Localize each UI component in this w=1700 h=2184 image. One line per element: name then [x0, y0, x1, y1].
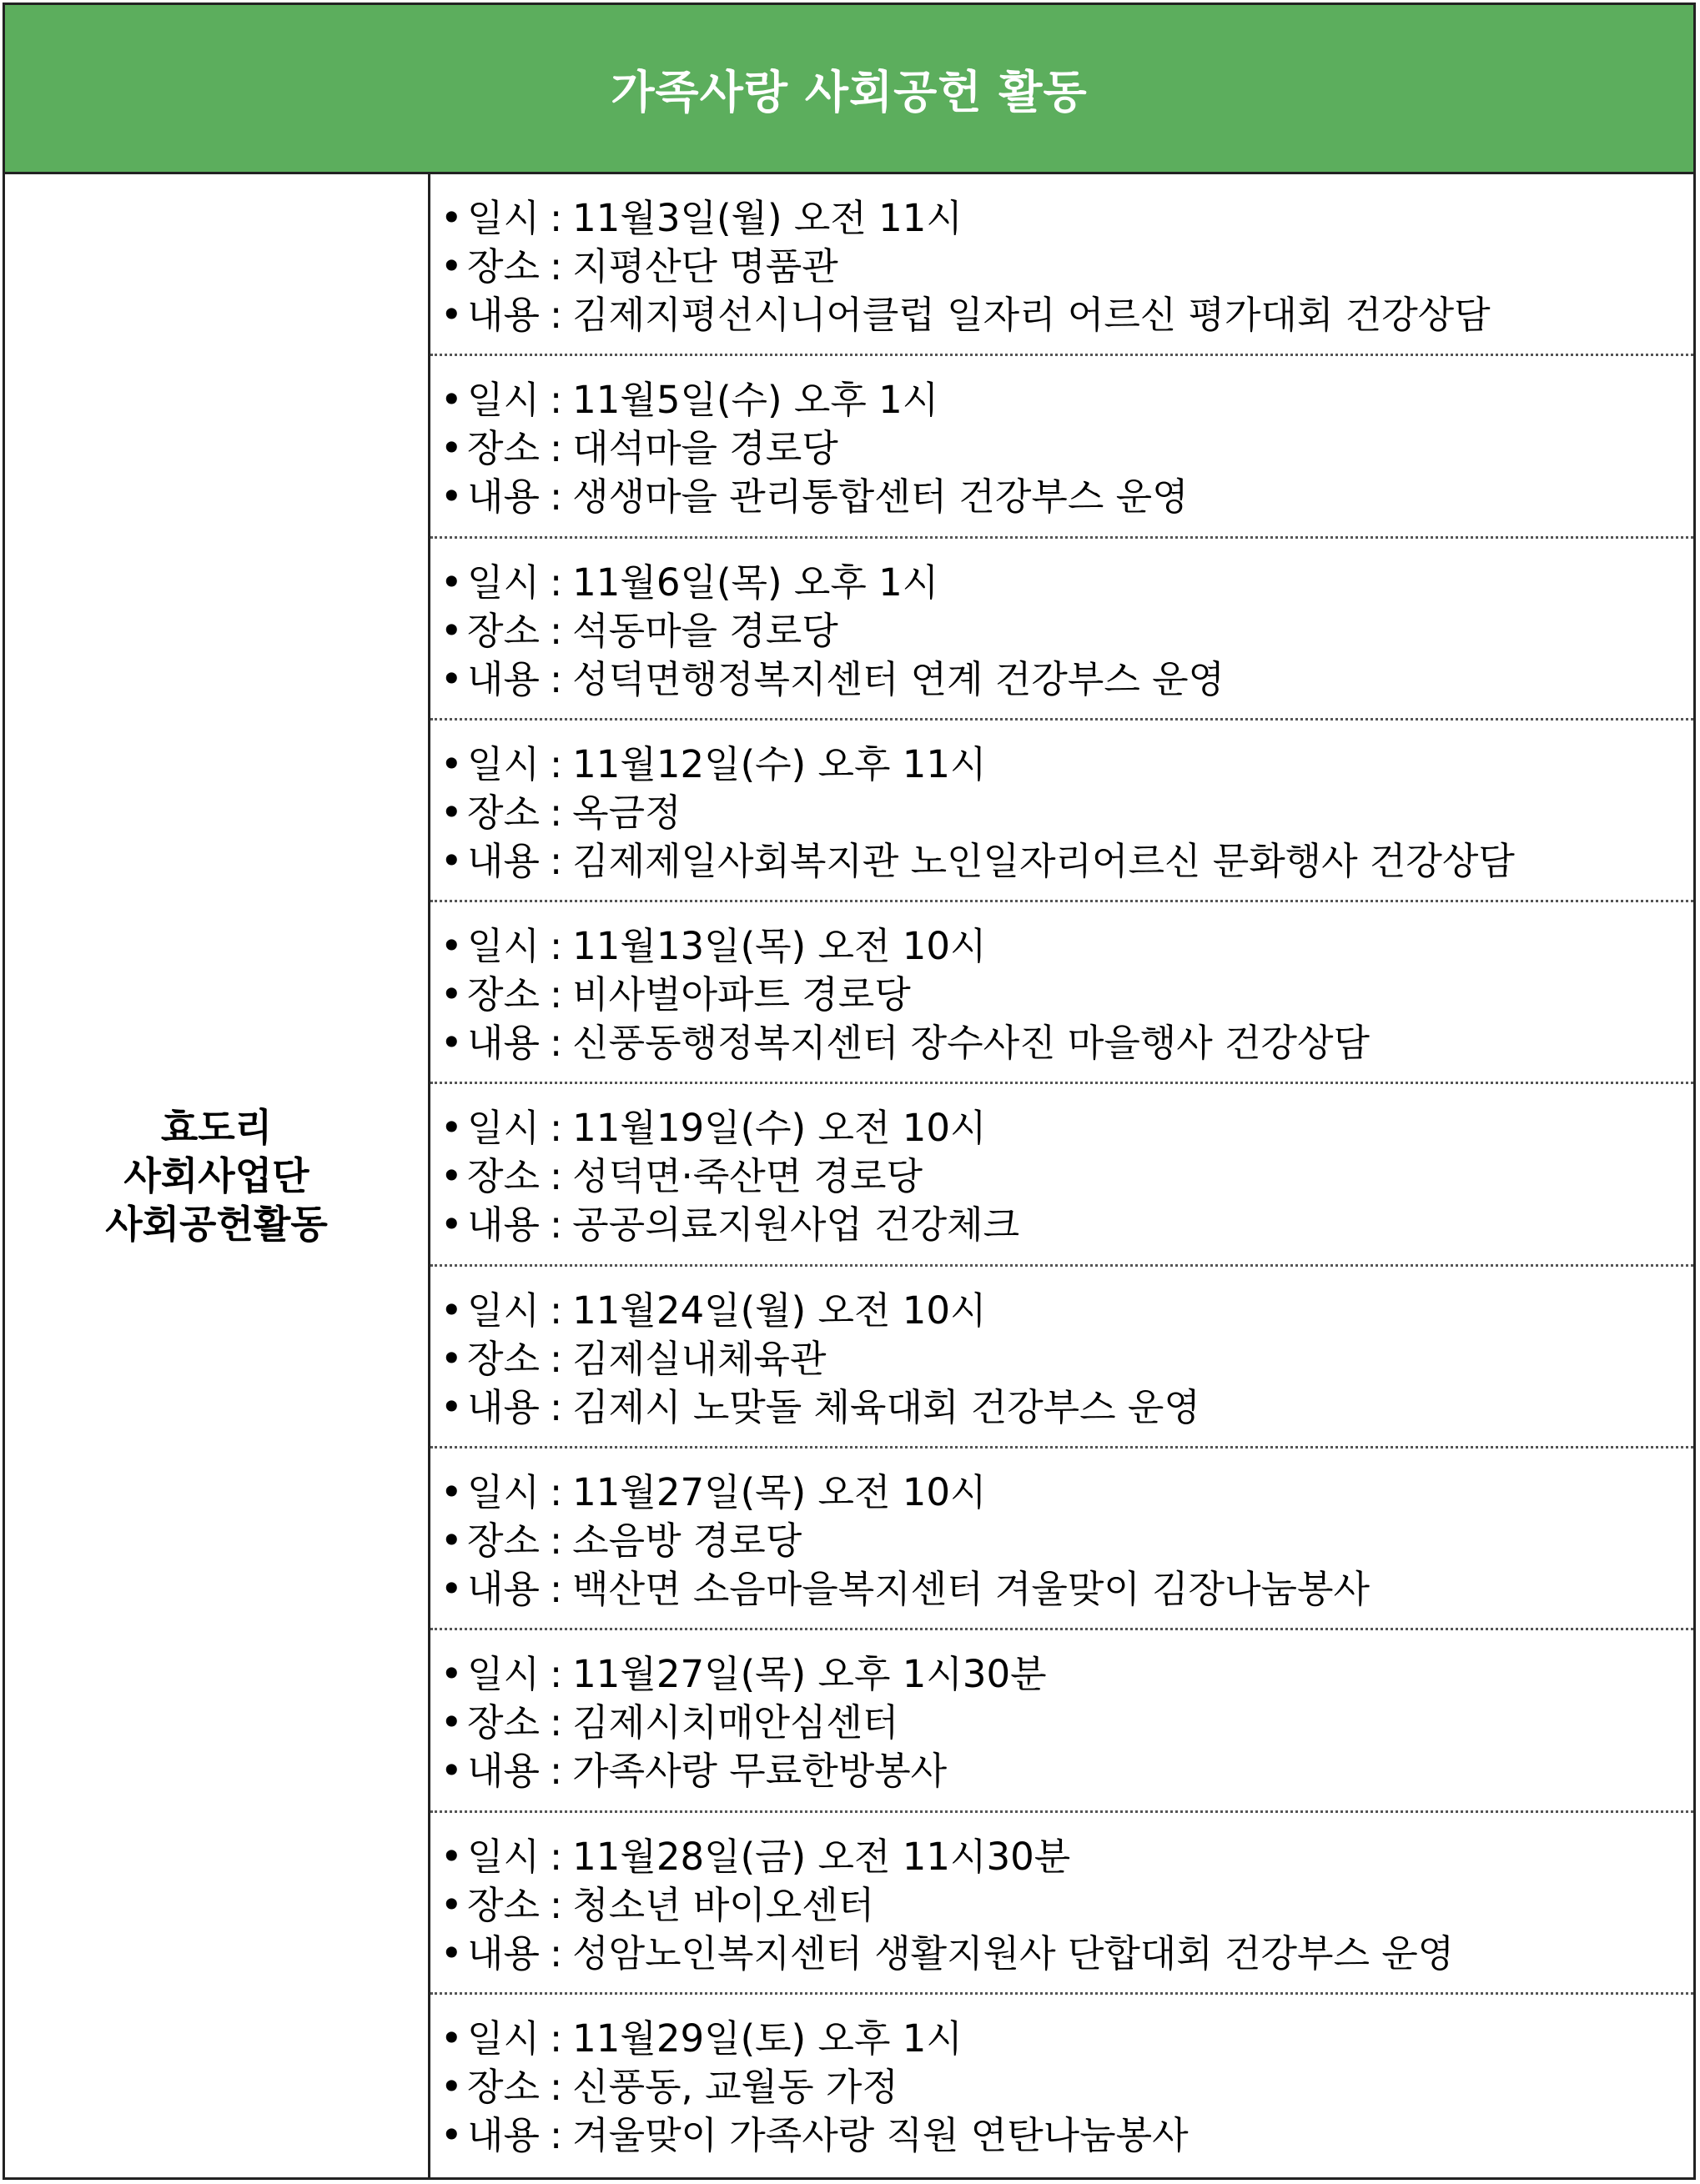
bullet: •: [440, 1202, 463, 1248]
place-key: 장소: [467, 1519, 540, 1564]
place-key: 장소: [467, 790, 540, 835]
place-line: [440, 2063, 1693, 2111]
bullet: •: [440, 1470, 463, 1515]
date-value: 11월13일(목) 오전 10시: [572, 924, 987, 969]
date-line: [440, 376, 1693, 424]
content-value: 신풍동행정복지센터 장수사진 마을행사 건강상담: [572, 1021, 1370, 1066]
bullet: •: [440, 378, 463, 423]
activity-entry: [430, 720, 1693, 902]
place-line: [440, 607, 1693, 655]
bullet: •: [440, 1882, 463, 1927]
place-line: [440, 1699, 1693, 1747]
activity-entry: [430, 1813, 1693, 1995]
separator: :: [549, 1106, 563, 1151]
date-key: 일시: [467, 1470, 540, 1515]
org-label: [105, 1103, 328, 1248]
bullet: •: [440, 1700, 463, 1745]
org-label-line: 사회사업단: [123, 1153, 309, 1198]
separator: :: [549, 1288, 563, 1333]
content-key: 내용: [467, 838, 540, 883]
bullet: •: [440, 293, 463, 337]
place-line: [440, 424, 1693, 473]
org-label-line: 사회공헌활동: [105, 1202, 328, 1247]
separator: :: [549, 244, 563, 289]
date-line: [440, 922, 1693, 971]
date-value: 11월27일(목) 오전 10시: [572, 1470, 987, 1515]
bullet: •: [440, 608, 463, 653]
date-key: 일시: [467, 196, 540, 240]
bullet: •: [440, 560, 463, 605]
separator: :: [549, 1202, 563, 1248]
date-value: 11월19일(수) 오전 10시: [572, 1106, 987, 1151]
place-key: 장소: [467, 2064, 540, 2109]
date-line: [440, 1833, 1693, 1881]
activity-entry: [430, 1995, 1693, 2176]
activity-entry: [430, 1267, 1693, 1448]
table-header: [5, 5, 1693, 174]
date-key: 일시: [467, 924, 540, 969]
bullet: •: [440, 972, 463, 1017]
place-line: [440, 1335, 1693, 1383]
separator: :: [549, 1882, 563, 1927]
bullet: •: [440, 1834, 463, 1879]
place-key: 장소: [467, 1154, 540, 1199]
bullet: •: [440, 1567, 463, 1612]
content-line: [440, 2111, 1693, 2160]
date-key: 일시: [467, 741, 540, 786]
place-value: 김제실내체육관: [572, 1336, 827, 1381]
org-cell: [5, 174, 430, 2177]
bullet: •: [440, 2064, 463, 2109]
separator: :: [549, 1384, 563, 1429]
content-key: 내용: [467, 474, 540, 520]
content-key: 내용: [467, 1930, 540, 1976]
date-value: 11월6일(목) 오후 1시: [572, 560, 939, 605]
bullet: •: [440, 790, 463, 835]
date-value: 11월28일(금) 오전 11시30분: [572, 1834, 1071, 1879]
place-key: 장소: [467, 244, 540, 289]
date-line: [440, 559, 1693, 607]
content-key: 내용: [467, 656, 540, 701]
place-value: 신풍동, 교월동 가정: [572, 2064, 898, 2109]
separator: :: [549, 1154, 563, 1199]
date-value: 11월3일(월) 오전 11시: [572, 196, 963, 240]
content-value: 겨울맞이 가족사랑 직원 연탄나눔봉사: [572, 2112, 1189, 2157]
place-value: 소음방 경로당: [572, 1519, 802, 1564]
content-line: [440, 291, 1693, 339]
activity-entry: [430, 1084, 1693, 1266]
place-key: 장소: [467, 1336, 540, 1381]
place-key: 장소: [467, 972, 540, 1017]
content-line: [440, 837, 1693, 886]
activity-entry: [430, 902, 1693, 1084]
content-key: 내용: [467, 1749, 540, 1794]
content-line: [440, 1747, 1693, 1795]
place-line: [440, 789, 1693, 837]
bullet: •: [440, 924, 463, 969]
bullet: •: [440, 1336, 463, 1381]
place-key: 장소: [467, 608, 540, 653]
bullet: •: [440, 2016, 463, 2061]
content-value: 백산면 소음마을복지센터 겨울맞이 김장나눔봉사: [572, 1567, 1370, 1612]
content-key: 내용: [467, 293, 540, 337]
date-key: 일시: [467, 1834, 540, 1879]
bullet: •: [440, 1652, 463, 1697]
bullet: •: [440, 1288, 463, 1333]
date-value: 11월5일(수) 오후 1시: [572, 378, 939, 423]
content-line: [440, 1565, 1693, 1614]
content-value: 김제제일사회복지관 노인일자리어르신 문화행사 건강상담: [572, 838, 1515, 883]
content-value: 가족사랑 무료한방봉사: [572, 1749, 948, 1794]
separator: :: [549, 790, 563, 835]
place-key: 장소: [467, 1700, 540, 1745]
separator: :: [549, 741, 563, 786]
separator: :: [549, 2064, 563, 2109]
date-key: 일시: [467, 2016, 540, 2061]
date-line: [440, 1104, 1693, 1152]
separator: :: [549, 196, 563, 240]
separator: :: [549, 293, 563, 337]
content-line: [440, 473, 1693, 521]
separator: :: [549, 2016, 563, 2061]
date-key: 일시: [467, 378, 540, 423]
activity-entry: [430, 1630, 1693, 1812]
place-value: 김제시치매안심센터: [572, 1700, 899, 1745]
entry-list: [430, 174, 1693, 2177]
content-line: [440, 1201, 1693, 1249]
separator: :: [549, 560, 563, 605]
place-line: [440, 1881, 1693, 1930]
place-value: 성덕면·죽산면 경로당: [572, 1154, 923, 1199]
date-key: 일시: [467, 1652, 540, 1697]
place-line: [440, 971, 1693, 1019]
content-value: 성덕면행정복지센터 연계 건강부스 운영: [572, 656, 1225, 701]
date-value: 11월12일(수) 오후 11시: [572, 741, 987, 786]
date-line: [440, 1469, 1693, 1517]
separator: :: [549, 474, 563, 520]
separator: :: [549, 426, 563, 471]
activity-table: [3, 3, 1696, 2180]
bullet: •: [440, 1519, 463, 1564]
place-key: 장소: [467, 426, 540, 471]
separator: :: [549, 2112, 563, 2157]
content-line: [440, 1019, 1693, 1067]
bullet: •: [440, 1930, 463, 1976]
date-key: 일시: [467, 1106, 540, 1151]
activity-entry: [430, 174, 1693, 356]
date-line: [440, 741, 1693, 789]
place-value: 청소년 바이오센터: [572, 1882, 875, 1927]
separator: :: [549, 1700, 563, 1745]
activity-entry: [430, 1448, 1693, 1630]
date-line: [440, 1287, 1693, 1335]
bullet: •: [440, 1154, 463, 1199]
separator: :: [549, 1834, 563, 1879]
content-line: [440, 1383, 1693, 1432]
content-value: 김제시 노맞돌 체육대회 건강부스 운영: [572, 1384, 1200, 1429]
place-key: 장소: [467, 1882, 540, 1927]
separator: :: [549, 378, 563, 423]
bullet: •: [440, 244, 463, 289]
content-key: 내용: [467, 1567, 540, 1612]
separator: :: [549, 1519, 563, 1564]
org-label-line: 효도리: [160, 1105, 273, 1150]
separator: :: [549, 1652, 563, 1697]
separator: :: [549, 972, 563, 1017]
place-value: 대석마을 경로당: [572, 426, 838, 471]
bullet: •: [440, 196, 463, 240]
date-value: 11월24일(월) 오전 10시: [572, 1288, 987, 1333]
activity-entry: [430, 539, 1693, 720]
separator: :: [549, 1021, 563, 1066]
separator: :: [549, 608, 563, 653]
content-value: 공공의료지원사업 건강체크: [572, 1202, 1020, 1248]
date-line: [440, 194, 1693, 243]
place-value: 옥금정: [572, 790, 682, 835]
bullet: •: [440, 1021, 463, 1066]
bullet: •: [440, 426, 463, 471]
content-key: 내용: [467, 1384, 540, 1429]
content-key: 내용: [467, 1202, 540, 1248]
bullet: •: [440, 1749, 463, 1794]
bullet: •: [440, 838, 463, 883]
bullet: •: [440, 1106, 463, 1151]
date-line: [440, 1650, 1693, 1699]
bullet: •: [440, 741, 463, 786]
bullet: •: [440, 474, 463, 520]
content-line: [440, 1930, 1693, 1978]
date-line: [440, 2015, 1693, 2063]
place-line: [440, 1152, 1693, 1201]
place-line: [440, 1517, 1693, 1565]
activity-entry: [430, 356, 1693, 538]
bullet: •: [440, 2112, 463, 2157]
separator: :: [549, 1336, 563, 1381]
place-value: 석동마을 경로당: [572, 608, 838, 653]
place-line: [440, 243, 1693, 291]
content-line: [440, 655, 1693, 704]
separator: :: [549, 1930, 563, 1976]
separator: :: [549, 838, 563, 883]
date-key: 일시: [467, 1288, 540, 1333]
date-value: 11월29일(토) 오후 1시: [572, 2016, 963, 2061]
separator: :: [549, 1470, 563, 1515]
content-value: 김제지평선시니어클럽 일자리 어르신 평가대회 건강상담: [572, 293, 1491, 337]
separator: :: [549, 1567, 563, 1612]
place-value: 비사벌아파트 경로당: [572, 972, 911, 1017]
content-key: 내용: [467, 1021, 540, 1066]
page-title: 가족사랑 사회공헌 활동: [611, 65, 1088, 118]
separator: :: [549, 924, 563, 969]
date-key: 일시: [467, 560, 540, 605]
content-key: 내용: [467, 2112, 540, 2157]
bullet: •: [440, 656, 463, 701]
separator: :: [549, 656, 563, 701]
content-value: 생생마을 관리통합센터 건강부스 운영: [572, 474, 1189, 520]
content-value: 성암노인복지센터 생활지원사 단합대회 건강부스 운영: [572, 1930, 1455, 1976]
bullet: •: [440, 1384, 463, 1429]
separator: :: [549, 1749, 563, 1794]
date-value: 11월27일(목) 오후 1시30분: [572, 1652, 1047, 1697]
place-value: 지평산단 명품관: [572, 244, 838, 289]
